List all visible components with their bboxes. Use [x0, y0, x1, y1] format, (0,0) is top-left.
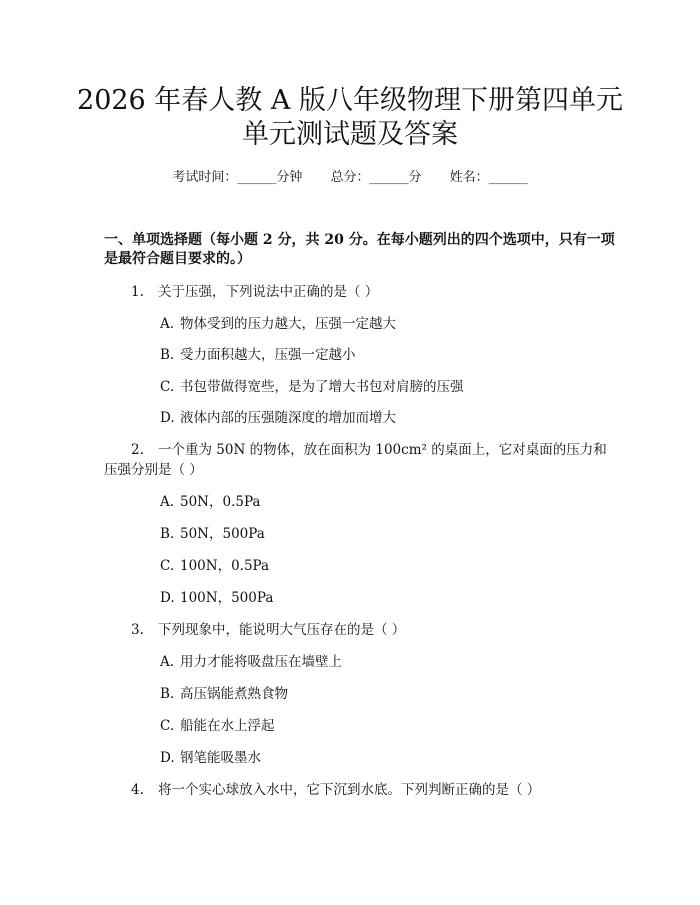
option-text: 船能在水上浮起	[180, 718, 275, 734]
section-heading-line1: 一、单项选择题（每小题 2 分，共 20 分。在每小题列出的四个选项中，只有一项	[104, 232, 615, 248]
question-number: 4.	[131, 782, 144, 798]
exam-time-field: 考试时间：______分钟	[172, 170, 303, 185]
page-title-line2: 单元测试题及答案	[242, 119, 458, 150]
option-1d	[160, 409, 396, 427]
option-3c	[160, 717, 275, 735]
question-2-continued: 压强分别是（ ）	[104, 462, 203, 478]
option-text: 钢笔能吸墨水	[180, 750, 261, 766]
option-text: 物体受到的压力越大，压强一定越大	[180, 316, 396, 332]
option-letter: A.	[160, 494, 175, 510]
option-letter: B.	[160, 686, 175, 702]
option-letter: D.	[160, 590, 175, 606]
question-number: 1.	[131, 284, 144, 300]
option-text: 用力才能将吸盘压在墙壁上	[180, 654, 342, 670]
option-text: 100N，0.5Pa	[180, 558, 270, 574]
option-text: 书包带做得宽些，是为了增大书包对肩膀的压强	[180, 379, 464, 395]
option-text: 100N，500Pa	[180, 590, 274, 606]
option-text: 受力面积越大，压强一定越小	[180, 347, 356, 363]
option-text: 高压锅能煮熟食物	[180, 686, 288, 702]
option-1c	[160, 378, 464, 396]
option-letter: A.	[160, 316, 175, 332]
option-letter: D.	[160, 410, 175, 426]
option-2a	[160, 493, 261, 511]
option-3d	[160, 749, 261, 767]
option-letter: C.	[160, 558, 175, 574]
option-2c	[160, 557, 269, 575]
option-1b	[160, 346, 356, 364]
option-2b	[160, 525, 265, 543]
option-letter: C.	[160, 718, 175, 734]
option-letter: D.	[160, 750, 175, 766]
option-1a	[160, 315, 396, 333]
option-letter: A.	[160, 654, 175, 670]
exam-meta	[0, 169, 700, 187]
option-3b	[160, 685, 288, 703]
student-name-field: 姓名：______	[449, 170, 528, 185]
question-stem: 将一个实心球放入水中，它下沉到水底。下列判断正确的是（ ）	[158, 782, 541, 798]
page-title-line1: 2026 年春人教 A 版八年级物理下册第四单元	[77, 85, 623, 116]
section-heading-line2: 是最符合题目要求的。）	[104, 251, 251, 267]
question-number: 3.	[131, 622, 144, 638]
question-number: 2.	[131, 442, 144, 458]
total-score-field: 总分：______分	[330, 170, 422, 185]
option-letter: B.	[160, 347, 175, 363]
option-letter: B.	[160, 526, 175, 542]
option-text: 液体内部的压强随深度的增加而增大	[180, 410, 396, 426]
question-stem: 关于压强，下列说法中正确的是（ ）	[158, 284, 379, 300]
option-2d	[160, 589, 273, 607]
option-text: 50N，0.5Pa	[180, 494, 261, 510]
question-stem: 下列现象中，能说明大气压存在的是（ ）	[158, 622, 406, 638]
option-letter: C.	[160, 379, 175, 395]
option-text: 50N，500Pa	[180, 526, 265, 542]
question-stem: 一个重为 50N 的物体，放在面积为 100cm² 的桌面上，它对桌面的压力和	[158, 442, 607, 458]
option-3a	[160, 653, 342, 671]
